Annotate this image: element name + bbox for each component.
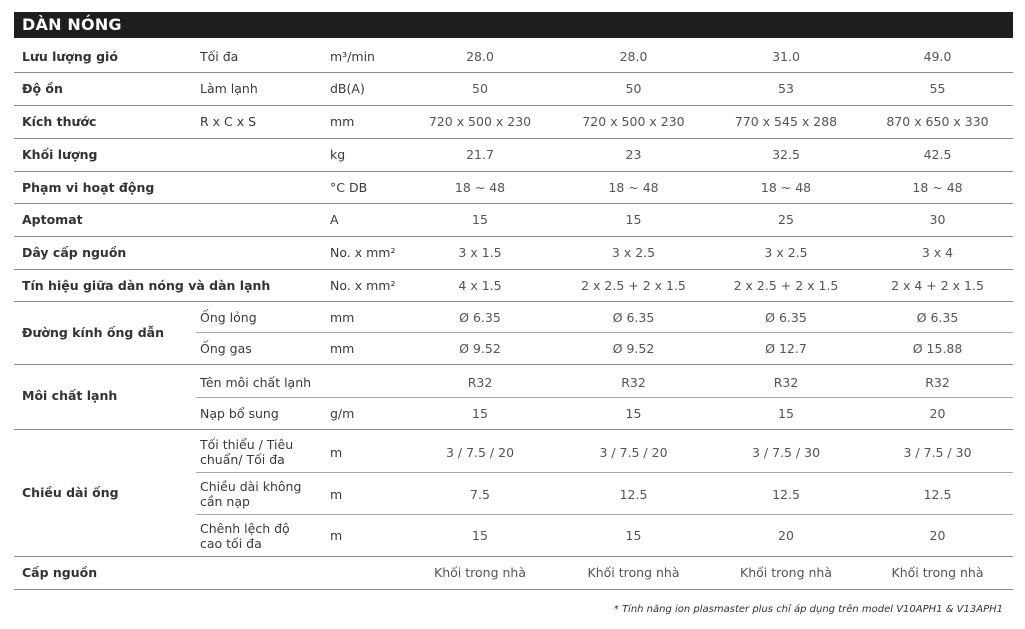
row-sub-label: Chênh lệch độ cao tối đa (200, 520, 290, 551)
row-sub-label: Ống lỏng (200, 310, 257, 325)
row-label-aptomat: Aptomat (22, 212, 83, 227)
value-cell: 770 x 545 x 288 (734, 114, 838, 129)
value-cell: 53 (778, 81, 794, 96)
value-cell: 15 (472, 405, 488, 421)
value-cell: Ø 6.35 (765, 310, 807, 325)
row-label-day_cap: Dây cấp nguồn (22, 245, 127, 260)
value-cell: 30 (929, 212, 946, 227)
value-cell: 50 (625, 81, 642, 96)
row-divider (196, 397, 1013, 398)
row-divider (14, 105, 1013, 106)
row-divider (14, 589, 1013, 590)
row-unit: kg (330, 147, 346, 162)
value-cell: 12.5 (772, 486, 800, 502)
value-cell: R32 (925, 374, 950, 390)
value-cell: 42.5 (923, 147, 952, 162)
row-label-moi-chat: Môi chất lạnh (22, 388, 118, 403)
value-cell: Ø 6.35 (612, 310, 655, 325)
value-cell: 720 x 500 x 230 (582, 114, 685, 129)
value-cell: 18 ~ 48 (454, 179, 506, 195)
value-cell: 15 (625, 405, 642, 421)
row-label-luu_luong: Lưu lượng gió (22, 48, 118, 64)
value-cell: Ø 12.7 (765, 340, 807, 356)
value-cell: 18 ~ 48 (760, 179, 812, 195)
value-cell: R32 (773, 374, 799, 390)
value-cell: 2 x 4 + 2 x 1.5 (891, 277, 984, 293)
row-divider (14, 203, 1013, 204)
row-divider (14, 269, 1013, 270)
row-unit: A (330, 212, 339, 227)
value-cell: 12.5 (619, 486, 648, 502)
row-sub-label: Tên môi chất lạnh (200, 374, 312, 390)
value-cell: 55 (929, 81, 946, 96)
row-unit: m (330, 486, 343, 502)
row-unit: m (330, 528, 343, 543)
value-cell: 15 (625, 212, 642, 227)
value-cell: 7.5 (470, 486, 490, 502)
row-divider (196, 332, 1013, 333)
row-unit: m (330, 444, 343, 460)
value-cell: 18 ~ 48 (608, 179, 659, 195)
value-cell: 20 (778, 528, 794, 543)
row-label-pham_vi: Phạm vi hoạt động (22, 179, 155, 195)
value-cell: Khối trong nhà (434, 565, 526, 580)
value-cell: 50 (472, 81, 488, 96)
value-cell: 28.0 (466, 48, 494, 64)
value-cell: 2 x 2.5 + 2 x 1.5 (733, 277, 839, 293)
row-unit: No. x mm² (330, 277, 396, 293)
value-cell: 720 x 500 x 230 (428, 114, 532, 129)
row-label-chieu-dai: Chiều dài ống (22, 484, 119, 500)
value-cell: 49.0 (923, 48, 952, 64)
value-cell: R32 (621, 374, 646, 390)
value-cell: Ø 9.52 (459, 340, 501, 356)
value-cell: Ø 9.52 (612, 340, 655, 356)
value-cell: 28.0 (619, 48, 648, 64)
row-label-tin_hieu: Tín hiệu giữa dàn nóng và dàn lạnh (22, 277, 271, 293)
value-cell: 20 (929, 405, 946, 421)
section-title: DÀN NÓNG (22, 15, 122, 34)
row-unit: g/m (330, 405, 355, 421)
value-cell: 3 / 7.5 / 20 (445, 444, 515, 460)
row-divider (14, 138, 1013, 139)
value-cell: 21.7 (466, 147, 494, 162)
value-cell: 15 (778, 405, 794, 421)
row-divider (196, 472, 1013, 473)
row-label-khoi_luong: Khối lượng (22, 147, 98, 162)
row-label-cap_nguon: Cấp nguồn (22, 565, 98, 580)
value-cell: 20 (929, 528, 946, 543)
row-sub-label: Tối thiểu / Tiêu chuẩn/ Tối đa (200, 437, 294, 467)
row-unit: m³/min (330, 48, 375, 64)
value-cell: 870 x 650 x 330 (886, 114, 989, 129)
value-cell: 15 (625, 528, 642, 543)
value-cell: 4 x 1.5 (458, 277, 502, 293)
row-label-kich_thuoc: Kích thước (22, 114, 97, 129)
footnote: * Tính năng ion plasmaster plus chỉ áp dụng trên model V10APH1 & V13APH1 (613, 604, 1003, 615)
row-divider (14, 236, 1013, 237)
row-sub-label: Nạp bổ sung (200, 405, 279, 421)
value-cell: 18 ~ 48 (912, 179, 963, 195)
value-cell: 15 (472, 528, 488, 543)
row-divider (14, 72, 1013, 73)
section-title-bar (14, 12, 1013, 38)
value-cell: 3 x 4 (921, 245, 954, 260)
row-sub-label: Tối đa (200, 48, 239, 64)
value-cell: 12.5 (923, 486, 952, 502)
value-cell: 3 x 2.5 (611, 245, 656, 260)
row-unit: °C DB (330, 179, 368, 195)
row-sub-label: Làm lạnh (200, 81, 258, 96)
value-cell: 3 x 1.5 (458, 245, 502, 260)
value-cell: Ø 6.35 (916, 310, 959, 325)
row-sub-label: Ống gas (200, 340, 252, 356)
value-cell: Ø 6.35 (459, 310, 501, 325)
row-unit: mm (330, 340, 355, 356)
value-cell: R32 (467, 374, 493, 390)
row-sub-label: R x C x S (200, 114, 257, 129)
value-cell: 3 / 7.5 / 30 (751, 444, 821, 460)
value-cell: 3 / 7.5 / 20 (599, 444, 668, 460)
value-cell: 3 / 7.5 / 30 (903, 444, 972, 460)
value-cell: Khối trong nhà (587, 565, 680, 580)
row-unit: mm (330, 114, 355, 129)
value-cell: Khối trong nhà (891, 565, 984, 580)
row-unit: mm (330, 310, 355, 325)
value-cell: Ø 15.88 (912, 340, 963, 356)
row-unit: No. x mm² (330, 245, 396, 260)
row-label-duong-kinh: Đường kính ống dẫn (22, 325, 164, 340)
value-cell: 15 (472, 212, 488, 227)
row-sub-label: Chiều dài không cần nạp (200, 479, 302, 509)
value-cell: 31.0 (772, 48, 800, 64)
value-cell: Khối trong nhà (740, 565, 832, 580)
value-cell: 23 (625, 147, 642, 162)
value-cell: 25 (778, 212, 794, 227)
row-divider (14, 171, 1013, 172)
row-unit: dB(A) (330, 81, 365, 96)
value-cell: 2 x 2.5 + 2 x 1.5 (581, 277, 686, 293)
row-label-do_on: Độ ồn (22, 81, 63, 96)
row-divider (196, 514, 1013, 515)
value-cell: 32.5 (772, 147, 800, 162)
value-cell: 3 x 2.5 (764, 245, 808, 260)
